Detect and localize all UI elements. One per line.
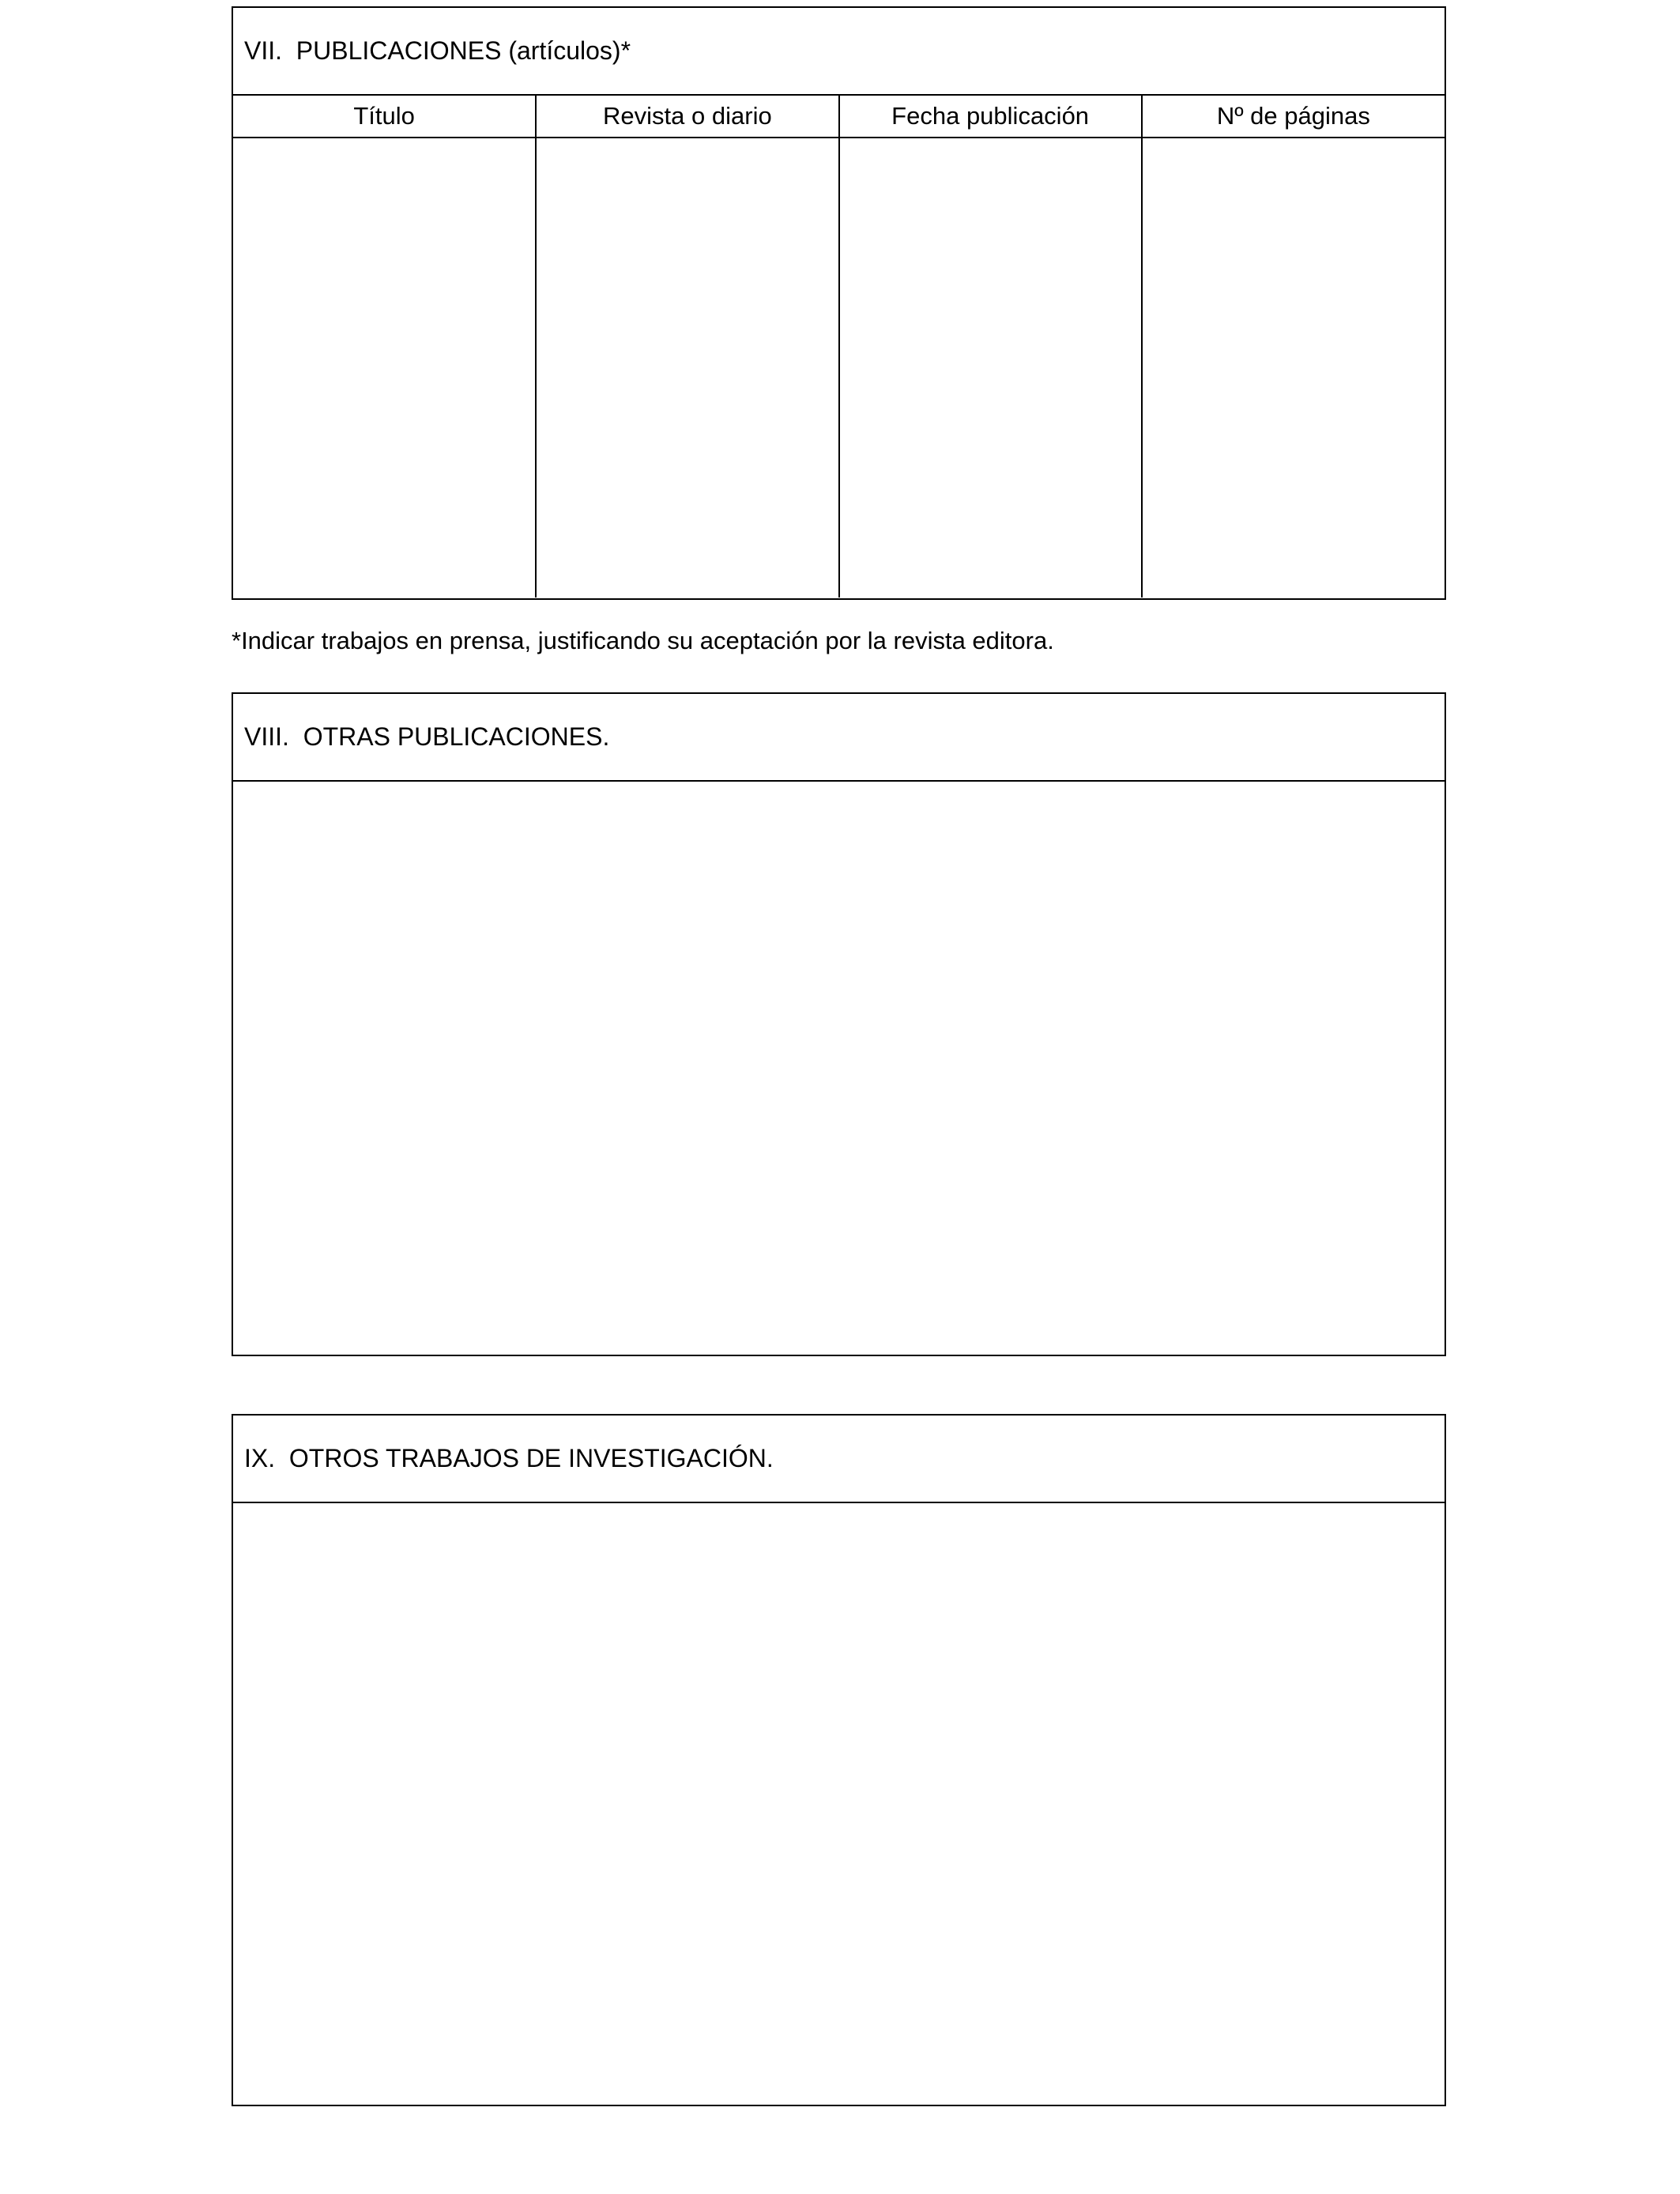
publicaciones-table [233, 96, 1445, 598]
column-header-fecha: Fecha publicación [839, 96, 1142, 138]
cell-fecha-field[interactable] [839, 138, 1142, 598]
cell-paginas-field[interactable] [1142, 138, 1445, 598]
column-header-titulo: Título [233, 96, 536, 138]
footnote: *Indicar trabajos en prensa, justificando su aceptación por la revista editora. [232, 627, 1054, 654]
column-header-paginas: Nº de páginas [1142, 96, 1445, 138]
otros-trabajos-field[interactable] [233, 1503, 1445, 2105]
cell-titulo-field[interactable] [233, 138, 536, 598]
otras-publicaciones-field[interactable] [233, 782, 1445, 1355]
publicaciones-section [232, 6, 1446, 600]
publicaciones-title: VII. PUBLICACIONES (artículos)* [233, 8, 1445, 96]
column-header-revista: Revista o diario [536, 96, 838, 138]
otras-publicaciones-section [232, 692, 1446, 1356]
otros-trabajos-title: IX. OTROS TRABAJOS DE INVESTIGACIÓN. [233, 1416, 1445, 1503]
otras-publicaciones-title: VIII. OTRAS PUBLICACIONES. [233, 694, 1445, 782]
cell-revista-field[interactable] [536, 138, 838, 598]
otros-trabajos-section [232, 1414, 1446, 2106]
